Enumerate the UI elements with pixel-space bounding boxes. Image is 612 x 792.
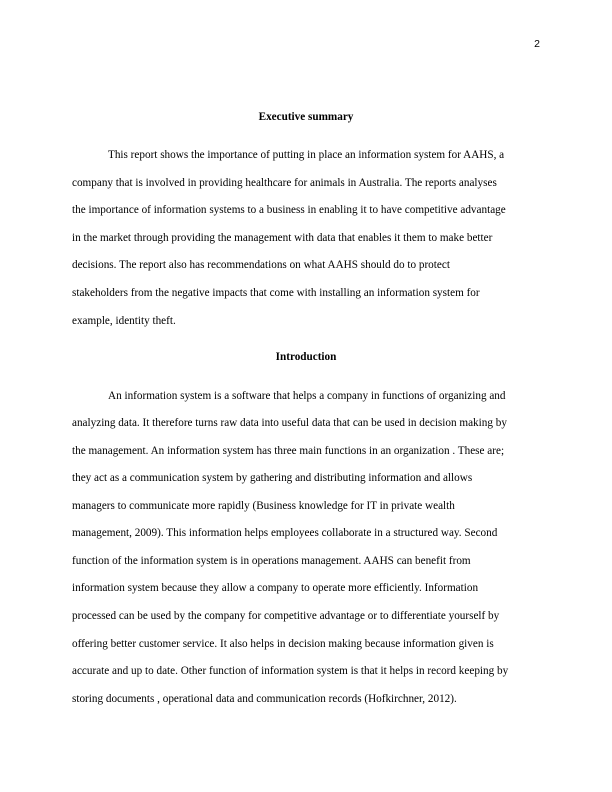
executive-summary-line: in the market through providing the management with data that enables it them to make better xyxy=(72,232,493,244)
executive-summary-heading: Executive summary xyxy=(258,111,354,123)
introduction-line: they act as a communication system by gathering and distributing information and allows xyxy=(72,472,473,484)
executive-summary-line: This report shows the importance of putting in place an information system for AAHS, a xyxy=(108,149,505,161)
introduction-line: processed can be used by the company for competitive advantage or to differentiate yourself by xyxy=(72,610,500,622)
introduction-line: managers to communicate more rapidly (Business knowledge for IT in private wealth xyxy=(72,500,455,512)
executive-summary-line: company that is involved in providing healthcare for animals in Australia. The reports analyses xyxy=(72,177,497,189)
introduction-line: the management. An information system has three main functions in an organization . These are; xyxy=(72,445,505,457)
executive-summary-line: the importance of information systems to a business in enabling it to have competitive advantage xyxy=(72,204,506,216)
introduction-line: information system because they allow a company to operate more efficiently. Information xyxy=(72,582,479,594)
introduction-line: offering better customer service. It also helps in decision making because information given is xyxy=(72,638,494,650)
executive-summary-line: stakeholders from the negative impacts that come with installing an information system for xyxy=(72,287,480,299)
page-number: 2 xyxy=(534,38,540,50)
executive-summary-line: example, identity theft. xyxy=(72,315,176,327)
introduction-line: An information system is a software that helps a company in functions of organizing and xyxy=(108,390,506,402)
executive-summary-line: decisions. The report also has recommendations on what AAHS should do to protect xyxy=(72,259,450,271)
introduction-line: management, 2009). This information helps employees collaborate in a structured way. Second xyxy=(72,527,498,539)
introduction-line: accurate and up to date. Other function of information system is that it helps in record keeping by xyxy=(72,665,509,677)
introduction-line: analyzing data. It therefore turns raw data into useful data that can be used in decision making by xyxy=(72,417,507,429)
introduction-line: function of the information system is in operations management. AAHS can benefit from xyxy=(72,555,471,567)
introduction-line: storing documents , operational data and communication records (Hofkirchner, 2012). xyxy=(72,693,457,705)
introduction-heading: Introduction xyxy=(275,351,337,363)
